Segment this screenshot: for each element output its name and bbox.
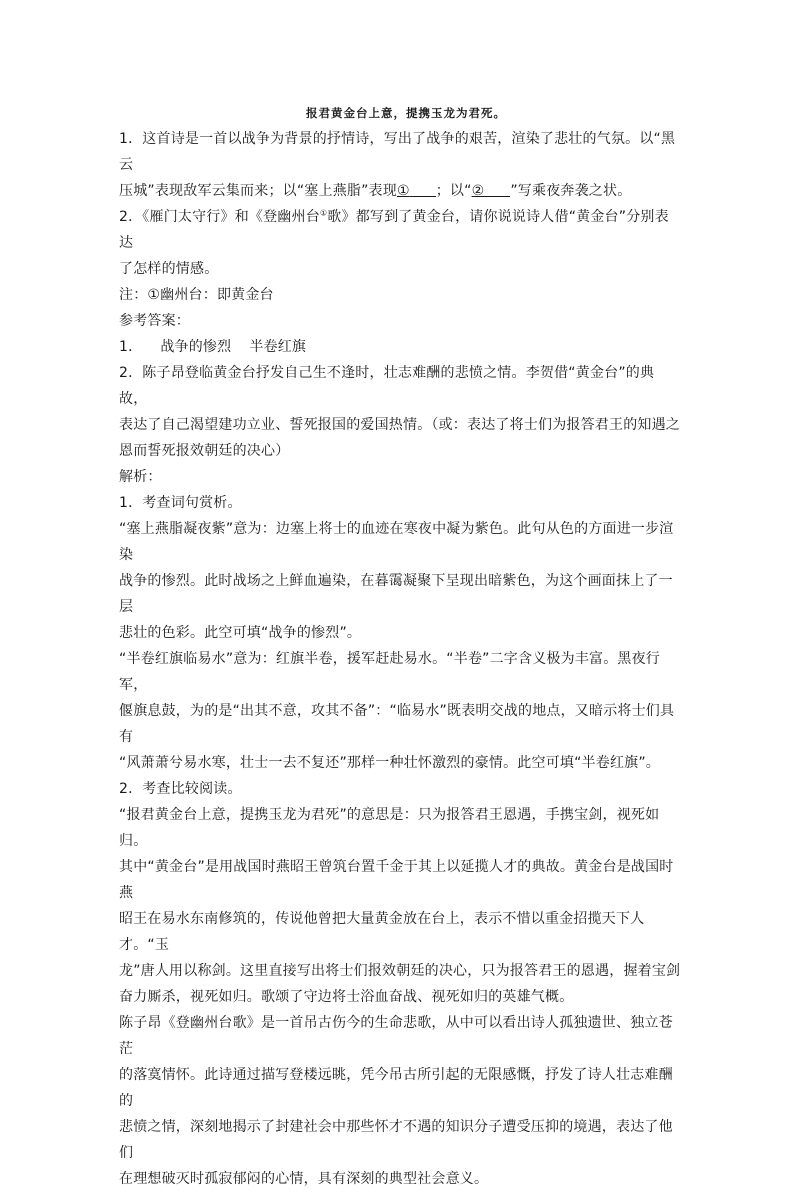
analysis-line: “报君黄金台上意，提携玉龙为君死”的意思是：只为报答君王恩遇，手携宝剑，视死如归。 <box>119 807 660 849</box>
analysis-2-heading: 2．考查比较阅读。 <box>119 781 242 797</box>
blank-2: ② <box>471 183 485 199</box>
analysis-1-paragraph-1 <box>119 516 681 646</box>
analysis-2-paragraph-1 <box>119 802 681 1010</box>
blank-1: ① <box>396 183 410 199</box>
document-page <box>119 100 681 1192</box>
analysis-heading: 解析： <box>119 469 162 485</box>
analysis-line: 龙”唐人用以称剑。这里直接写出将士们报效朝廷的决心，只为报答君王的恩遇，握着宝剑 <box>119 963 681 979</box>
analysis-line: 昭王在易水东南修筑的，传说他曾把大量黄金放在台上，表示不惜以重金招揽天下人才。“玉 <box>119 911 645 953</box>
analysis-line: 悲愤之情，深刻地揭示了封建社会中那些怀才不遇的知识分子遭受压抑的境遇，表达了他们 <box>119 1119 673 1161</box>
analysis-1-paragraph-2 <box>119 646 681 776</box>
blank-1-line <box>410 182 436 197</box>
answer-heading: 参考答案： <box>119 313 190 329</box>
analysis-line: 的落寞情怀。此诗通过描写登楼远眺，凭今吊古所引起的无限感慨，抒发了诗人壮志难酬的 <box>119 1067 673 1109</box>
footnote: 注：①幽州台：即黄金台 <box>119 287 274 303</box>
analysis-line: 奋力厮杀，视死如归。歌颂了守边将士浴血奋战、视死如归的英雄气概。 <box>119 989 574 1005</box>
question-2-line-1a: 2．《雁门太守行》和《登幽州台 <box>119 209 320 225</box>
answer-2 <box>119 360 681 464</box>
answer-2-line: 2．陈子昂登临黄金台抒发自己生不逢时，壮志难酬的悲愤之情。李贺借“黄金台”的典故， <box>119 365 655 407</box>
question-1-line-2c: ”写乘夜奔袭之状。 <box>510 183 632 199</box>
answer-1-number: 1． <box>119 339 143 355</box>
question-1-line-1: 1．这首诗是一首以战争为背景的抒情诗，写出了战争的艰苦，渲染了悲壮的气氛。以“黑云 <box>119 131 676 173</box>
question-2 <box>119 204 681 282</box>
answer-1-a: 战争的惨烈 <box>160 339 232 355</box>
question-1 <box>119 126 681 204</box>
analysis-1-heading: 1．考查词句赏析。 <box>119 495 242 511</box>
question-1-line-2b: ；以“ <box>435 183 472 199</box>
answer-2-line: 恩而誓死报效朝廷的决心） <box>119 443 290 459</box>
analysis-line: 陈子昂《登幽州台歌》是一首吊古伤今的生命悲歌，从中可以看出诗人孤独遗世、独立苍茫 <box>119 1015 673 1057</box>
answer-1 <box>119 334 681 360</box>
answer-1-b: 半卷红旗 <box>249 339 307 355</box>
analysis-line: 战争的惨烈。此时战场之上鲜血遍染，在暮霭凝聚下呈现出暗紫色，为这个画面抹上了一层 <box>119 573 673 615</box>
blank-2-line <box>484 182 510 197</box>
analysis-line: “风萧萧兮易水寒，壮士一去不复还”那样一种壮怀激烈的豪情。此空可填“半卷红旗”。 <box>119 755 661 771</box>
question-1-line-2a: 压城”表现敌军云集而来；以“塞上燕脂”表现 <box>119 183 397 199</box>
analysis-2-paragraph-2 <box>119 1010 681 1192</box>
answer-2-line: 表达了自己渴望建功立业、誓死报国的爱国热情。（或：表达了将士们为报答君王的知遇之 <box>119 417 680 433</box>
question-2-line-2: 了怎样的情感。 <box>119 261 219 277</box>
analysis-line: 其中“黄金台”是用战国时燕昭王曾筑台置千金于其上以延揽人才的典故。黄金台是战国时燕 <box>119 859 674 901</box>
analysis-line: “半卷红旗临易水”意为：红旗半卷，援军赶赴易水。“半卷”二字含义极为丰富。黑夜行军， <box>119 651 661 693</box>
footnote-marker: ① <box>319 208 328 218</box>
analysis-line: 悲壮的色彩。此空可填“战争的惨烈”。 <box>119 625 362 641</box>
analysis-line: “塞上燕脂凝夜紫”意为：边塞上将士的血迹在寒夜中凝为紫色。此句从色的方面进一步渲染 <box>119 521 674 563</box>
analysis-line: 在理想破灭时孤寂郁闷的心情，具有深刻的典型社会意义。 <box>119 1171 489 1187</box>
verse-heading: 报君黄金台上意，提携玉龙为君死。 <box>306 106 506 120</box>
question-2-line-1b: 歌》都写到了黄金台，请你说说诗人借“黄金台”分别表达 <box>119 209 669 251</box>
analysis-line: 偃旗息鼓，为的是“出其不意，攻其不备”：“临易水”既表明交战的地点，又暗示将士们具有 <box>119 703 675 745</box>
